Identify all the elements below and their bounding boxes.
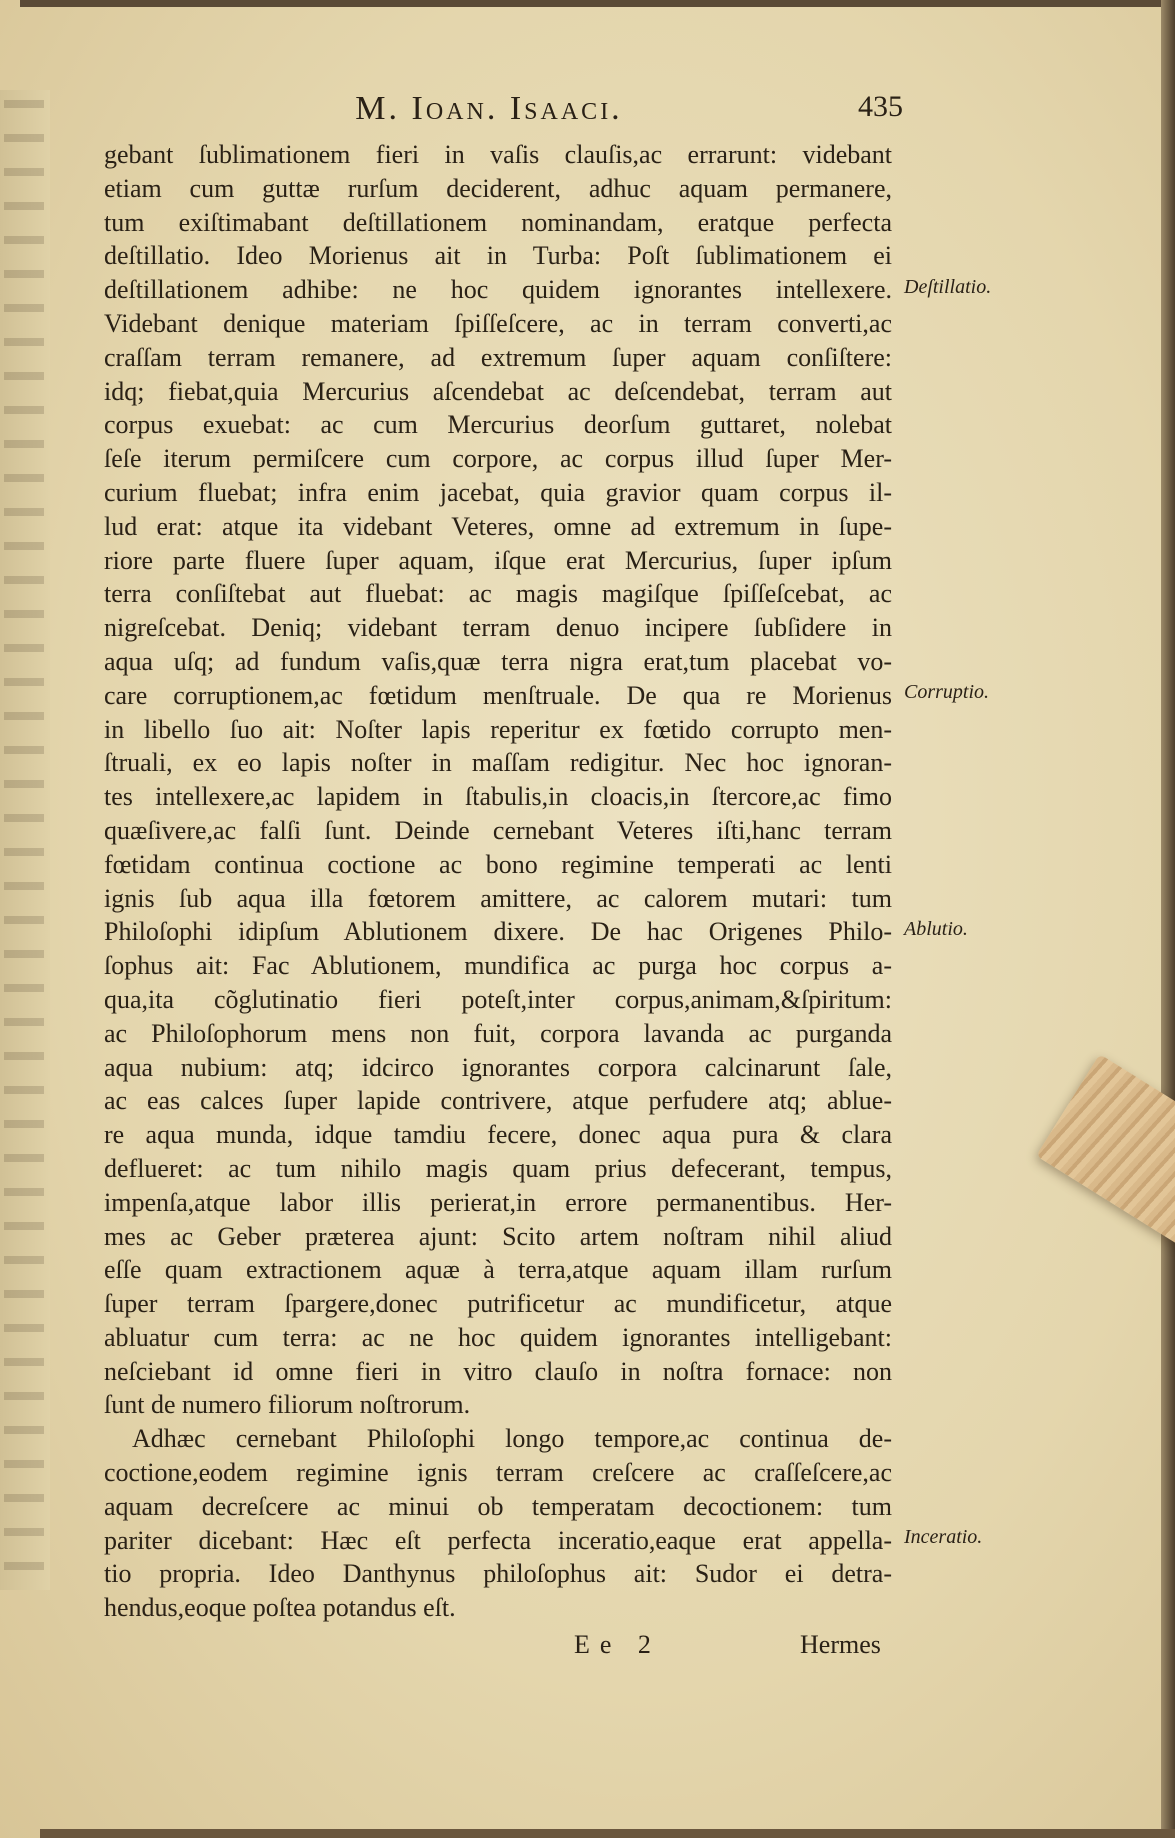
- text-line: abluatur cum terra: ac ne hoc quidem ignorantes intelligebant:: [104, 1322, 892, 1352]
- text-line: tio propria. Ideo Danthynus philoſophus ait: Sudor ei detra-: [104, 1559, 892, 1589]
- text-line: in libello ſuo ait: Noſter lapis reperitur ex fœtido corrupto men-: [104, 714, 892, 744]
- text-line: etiam cum guttæ rurſum deciderent, adhuc aquam permanere,: [104, 173, 892, 203]
- text-line: qua,ita cõglutinatio fieri poteſt,inter corpus,animam,&ſpiritum:: [104, 984, 892, 1014]
- wooden-page-holder: [1036, 1054, 1175, 1246]
- text-line: lud erat: atque ita videbant Veteres, omne ad extremum in ſupe-: [104, 511, 892, 541]
- text-line: impenſa,atque labor illis perierat,in errore permanentibus. Her-: [104, 1187, 892, 1217]
- text-line: idq; fiebat,quia Mercurius aſcendebat ac deſcendebat, terram aut: [104, 376, 892, 406]
- text-line: mes ac Geber præterea ajunt: Scito artem noſtram nihil aliud: [104, 1221, 892, 1251]
- text-line: curium fluebat; infra enim jacebat, quia gravior quam corpus il-: [104, 477, 892, 507]
- text-line: aqua nubium: atq; idcirco ignorantes corpora calcinarunt ſale,: [104, 1052, 892, 1082]
- text-line: deſtillationem adhibe: ne hoc quidem ignorantes intellexere.: [104, 275, 892, 305]
- text-line: riore parte fluere ſuper aquam, iſque erat Mercurius, ſuper ipſum: [104, 545, 892, 575]
- scan-border-right: [1161, 0, 1175, 1838]
- text-line: quæſivere,ac falſi ſunt. Deinde cernebant Veteres iſti,hanc terram: [104, 815, 892, 845]
- signature-mark: Ee 2: [574, 1630, 661, 1659]
- text-line: tes intellexere,ac lapidem in ſtabulis,in cloacis,in ſtercore,ac fimo: [104, 782, 892, 812]
- text-line: tum exiſtimabant deſtillationem nominandam, eratque perfecta: [104, 207, 892, 237]
- text-line: Adhæc cernebant Philoſophi longo tempore,ac continua de-: [132, 1424, 892, 1454]
- text-line: craſſam terram remanere, ad extremum ſuper aquam conſiſtere:: [104, 342, 892, 372]
- text-line: hendus,eoque poſtea potandus eſt.: [104, 1593, 456, 1623]
- text-line: re aqua munda, idque tamdiu fecere, donec aqua pura & clara: [104, 1120, 892, 1150]
- text-line: fœtidam continua coctione ac bono regimine temperati ac lenti: [104, 849, 892, 879]
- text-line: terra conſiſtebat aut fluebat: ac magis magiſque ſpiſſeſcebat, ac: [104, 579, 892, 609]
- body-text: [104, 138, 892, 1625]
- facing-page-bleed-text: [4, 100, 44, 1580]
- text-line: Philoſophi idipſum Ablutionem dixere. De hac Origenes Philo-: [104, 917, 892, 947]
- margin-note-destillatio: Deſtillatio.: [904, 276, 992, 298]
- text-line: deflueret: ac tum nihilo magis quam prius defecerant, tempus,: [104, 1153, 892, 1183]
- text-line: pariter dicebant: Hæc eſt perfecta inceratio,eaque erat appella-: [104, 1525, 892, 1555]
- catchword: Hermes: [800, 1630, 881, 1659]
- text-line: ac Philoſophorum mens non fuit, corpora lavanda ac purganda: [104, 1018, 892, 1048]
- margin-note-inceratio: Inceratio.: [904, 1526, 983, 1548]
- text-line: ſophus ait: Fac Ablutionem, mundifica ac purga hoc corpus a-: [104, 951, 892, 981]
- text-line: neſciebant id omne fieri in vitro clauſo in noſtra fornace: non: [104, 1356, 892, 1386]
- scan-border-bottom: [40, 1829, 1175, 1838]
- text-line: care corruptionem,ac fœtidum menſtruale. De qua re Morienus: [104, 680, 892, 710]
- margin-note-ablutio: Ablutio.: [904, 918, 968, 940]
- text-line: corpus exuebat: ac cum Mercurius deorſum guttaret, nolebat: [104, 410, 892, 440]
- text-line: deſtillatio. Ideo Morienus ait in Turba: Poſt ſublimationem ei: [104, 241, 892, 271]
- text-line: nigreſcebat. Deniq; videbant terram denuo incipere ſubſidere in: [104, 613, 892, 643]
- text-line: eſſe quam extractionem aquæ à terra,atque aquam illam rurſum: [104, 1255, 892, 1285]
- running-head: M. Ioan. Isaaci.: [355, 90, 623, 127]
- scan-border-top: [20, 0, 1175, 7]
- text-line: ſuper terram ſpargere,donec putrificetur ac mundificetur, atque: [104, 1289, 892, 1319]
- text-line: ignis ſub aqua illa fœtorem amittere, ac calorem mutari: tum: [104, 883, 892, 913]
- text-line: ac eas calces ſuper lapide contrivere, atque perfudere atq; ablue-: [104, 1086, 892, 1116]
- text-line: ſtruali, ex eo lapis noſter in maſſam redigitur. Nec hoc ignoran-: [104, 748, 892, 778]
- text-line: Videbant denique materiam ſpiſſeſcere, ac in terram converti,ac: [104, 308, 892, 338]
- text-line: ſunt de numero filiorum noſtrorum.: [104, 1390, 471, 1420]
- text-line: aquam decreſcere ac minui ob temperatam decoctionem: tum: [104, 1491, 892, 1521]
- text-line: gebant ſublimationem fieri in vaſis clauſis,ac errarunt: videbant: [104, 140, 892, 169]
- text-line: ſeſe iterum permiſcere cum corpore, ac corpus illud ſuper Mer-: [104, 444, 892, 474]
- page-number: 435: [858, 90, 903, 123]
- margin-note-corruptio: Corruptio.: [904, 681, 990, 703]
- text-line: aqua uſq; ad fundum vaſis,quæ terra nigra erat,tum placebat vo-: [104, 646, 892, 676]
- text-line: coctione,eodem regimine ignis terram creſcere ac craſſeſcere,ac: [104, 1458, 892, 1488]
